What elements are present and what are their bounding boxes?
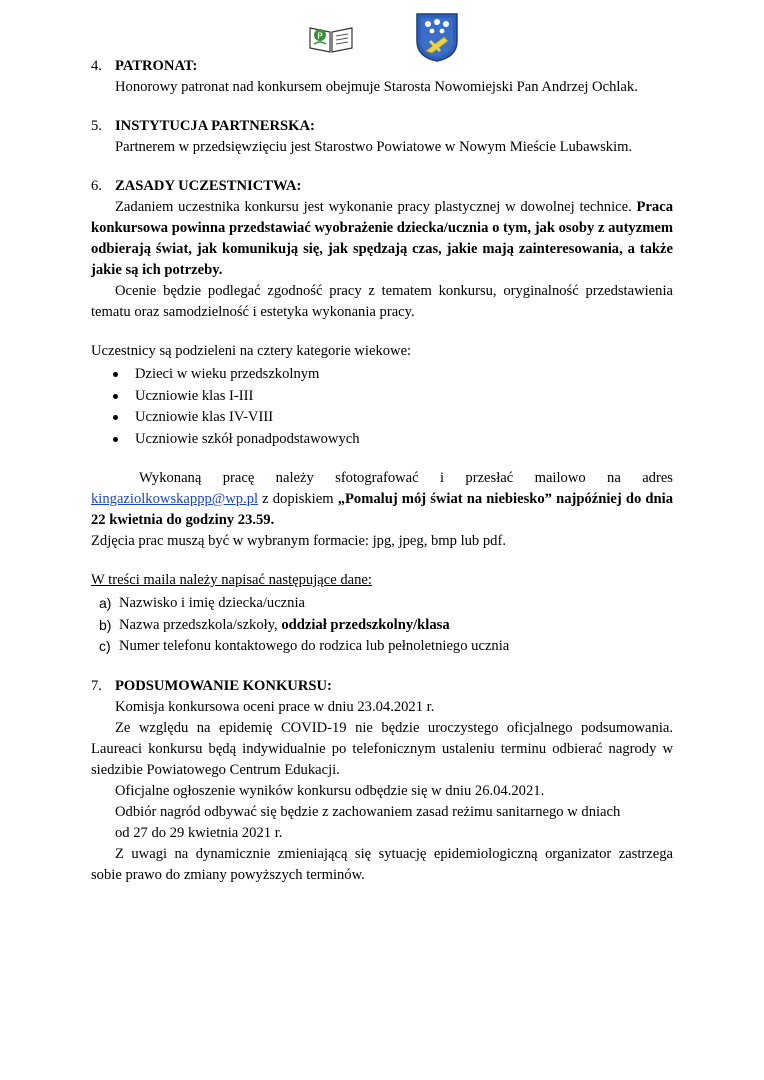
- summary-line: Odbiór nagród odbywać się będzie z zachowaniem zasad reżimu sanitarnego w dniach: [115, 803, 621, 820]
- list-item-bold: oddział przedszkolny/klasa: [281, 616, 450, 633]
- list-marker: b): [99, 616, 112, 633]
- submission-mid: z dopiskiem: [258, 491, 338, 507]
- section-text: Partnerem w przedsięwzięciu jest Starostwo Powiatowe w Nowym Mieście Lubawskim.: [115, 139, 633, 155]
- bullet-icon: [111, 407, 121, 429]
- summary-line: Ze względu na epidemię COVID-19 nie będzie uroczystego oficjalnego podsumowania. Laureaci konkursu będą indywidualnie po telefonicznym ustaleniu terminu odbierać nagrody w siedzibie Powiatowego Centrum Edukacji.: [91, 719, 673, 778]
- rules-task-text: Zadaniem uczestnika konkursu jest wykonanie pracy plastycznej w dowolnej technice.: [115, 199, 632, 215]
- list-item: [99, 593, 673, 615]
- bullet-icon: [111, 364, 121, 386]
- document-body: [91, 56, 673, 886]
- section-text: Honorowy patronat nad konkursem obejmuje Starosta Nowomiejski Pan Andrzej Ochlak.: [115, 79, 638, 95]
- formats-text: Zdjęcia prac muszą być w wybranym formacie: jpg, jpeg, bmp lub pdf.: [91, 533, 506, 549]
- list-item-text: Numer telefonu kontaktowego do rodzica lub pełnoletniego ucznia: [119, 638, 510, 654]
- categories-intro: Uczestnicy są podzieleni na cztery kategorie wiekowe:: [91, 343, 412, 359]
- rules-task-bold: Praca konkursowa powinna przedstawiać wyobrażenie dziecka/ucznia o tym, jak osoby z autyzmem odbierają świat, jak komunikują się, jak spędzają czas, jakie mają zainteresowania, a także jakie są ich potrzeby.: [91, 199, 673, 278]
- rules-evaluation: Ocenie będzie podlegać zgodność pracy z tematem konkursu, oryginalność przedstawienia tematu oraz samodzielność i estetyka wykonania pracy.: [91, 283, 673, 320]
- submission-paragraph: [91, 468, 673, 531]
- summary-line: Z uwagi na dynamicznie zmieniającą się sytuację epidemiologiczną organizator zastrzega sobie prawo do zmiany powyższych terminów.: [91, 845, 673, 883]
- bullet-icon: [111, 429, 121, 451]
- section-title: PATRONAT:: [115, 58, 198, 74]
- section-summary: [91, 676, 673, 886]
- section-title: ZASADY UCZESTNICTWA:: [115, 178, 302, 194]
- submission-deadline: najpóźniej do dnia 22 kwietnia do godziny 23.59.: [91, 491, 673, 528]
- book-logo-icon: [306, 22, 356, 54]
- section-number: 5.: [91, 118, 102, 134]
- list-item: [99, 615, 673, 637]
- categories-list: [91, 364, 673, 450]
- section-patronat: [91, 56, 673, 98]
- mail-intro: W treści maila należy napisać następujące dane:: [91, 572, 372, 588]
- section-heading: [91, 116, 673, 137]
- section-rules: [91, 176, 673, 658]
- bullet-icon: [111, 386, 121, 408]
- section-heading: [91, 176, 673, 197]
- rules-paragraph: [91, 197, 673, 281]
- list-item: Uczniowie klas IV-VIII: [111, 407, 673, 429]
- list-marker: a): [99, 595, 112, 611]
- list-item: Dzieci w wieku przedszkolnym: [111, 364, 673, 386]
- email-link[interactable]: kingaziolkowskappp@wp.pl: [91, 491, 259, 507]
- section-heading: [91, 676, 673, 697]
- summary-line: od 27 do 29 kwietnia 2021 r.: [115, 824, 283, 841]
- list-item-text: Nazwisko i imię dziecka/ucznia: [119, 595, 305, 611]
- submission-text: Wykonaną pracę należy sfotografować i przesłać mailowo na adres: [139, 470, 673, 486]
- section-number: 4.: [91, 58, 102, 74]
- submission-title: „Pomaluj mój świat na niebiesko”: [337, 491, 552, 507]
- section-number: 7.: [91, 677, 102, 694]
- list-item-text: Nazwa przedszkola/szkoły, oddział przedszkolny/klasa: [119, 616, 450, 633]
- section-heading: [91, 56, 673, 77]
- section-title: INSTYTUCJA PARTNERSKA:: [115, 118, 315, 134]
- list-item: [99, 636, 673, 658]
- summary-line: Oficjalne ogłoszenie wyników konkursu odbędzie się w dniu 26.04.2021.: [115, 782, 545, 799]
- list-item: Uczniowie klas I-III: [111, 386, 673, 408]
- mail-data-list: [91, 593, 673, 658]
- list-item: Uczniowie szkół ponadpodstawowych: [111, 429, 673, 451]
- section-title: PODSUMOWANIE KONKURSU:: [115, 677, 332, 694]
- summary-line: Komisja konkursowa oceni prace w dniu 23.04.2021 r.: [115, 698, 435, 715]
- header-logos: [0, 6, 764, 60]
- section-number: 6.: [91, 178, 102, 194]
- svg-text:P: P: [317, 32, 323, 42]
- section-partner: [91, 116, 673, 158]
- list-marker: c): [99, 638, 111, 654]
